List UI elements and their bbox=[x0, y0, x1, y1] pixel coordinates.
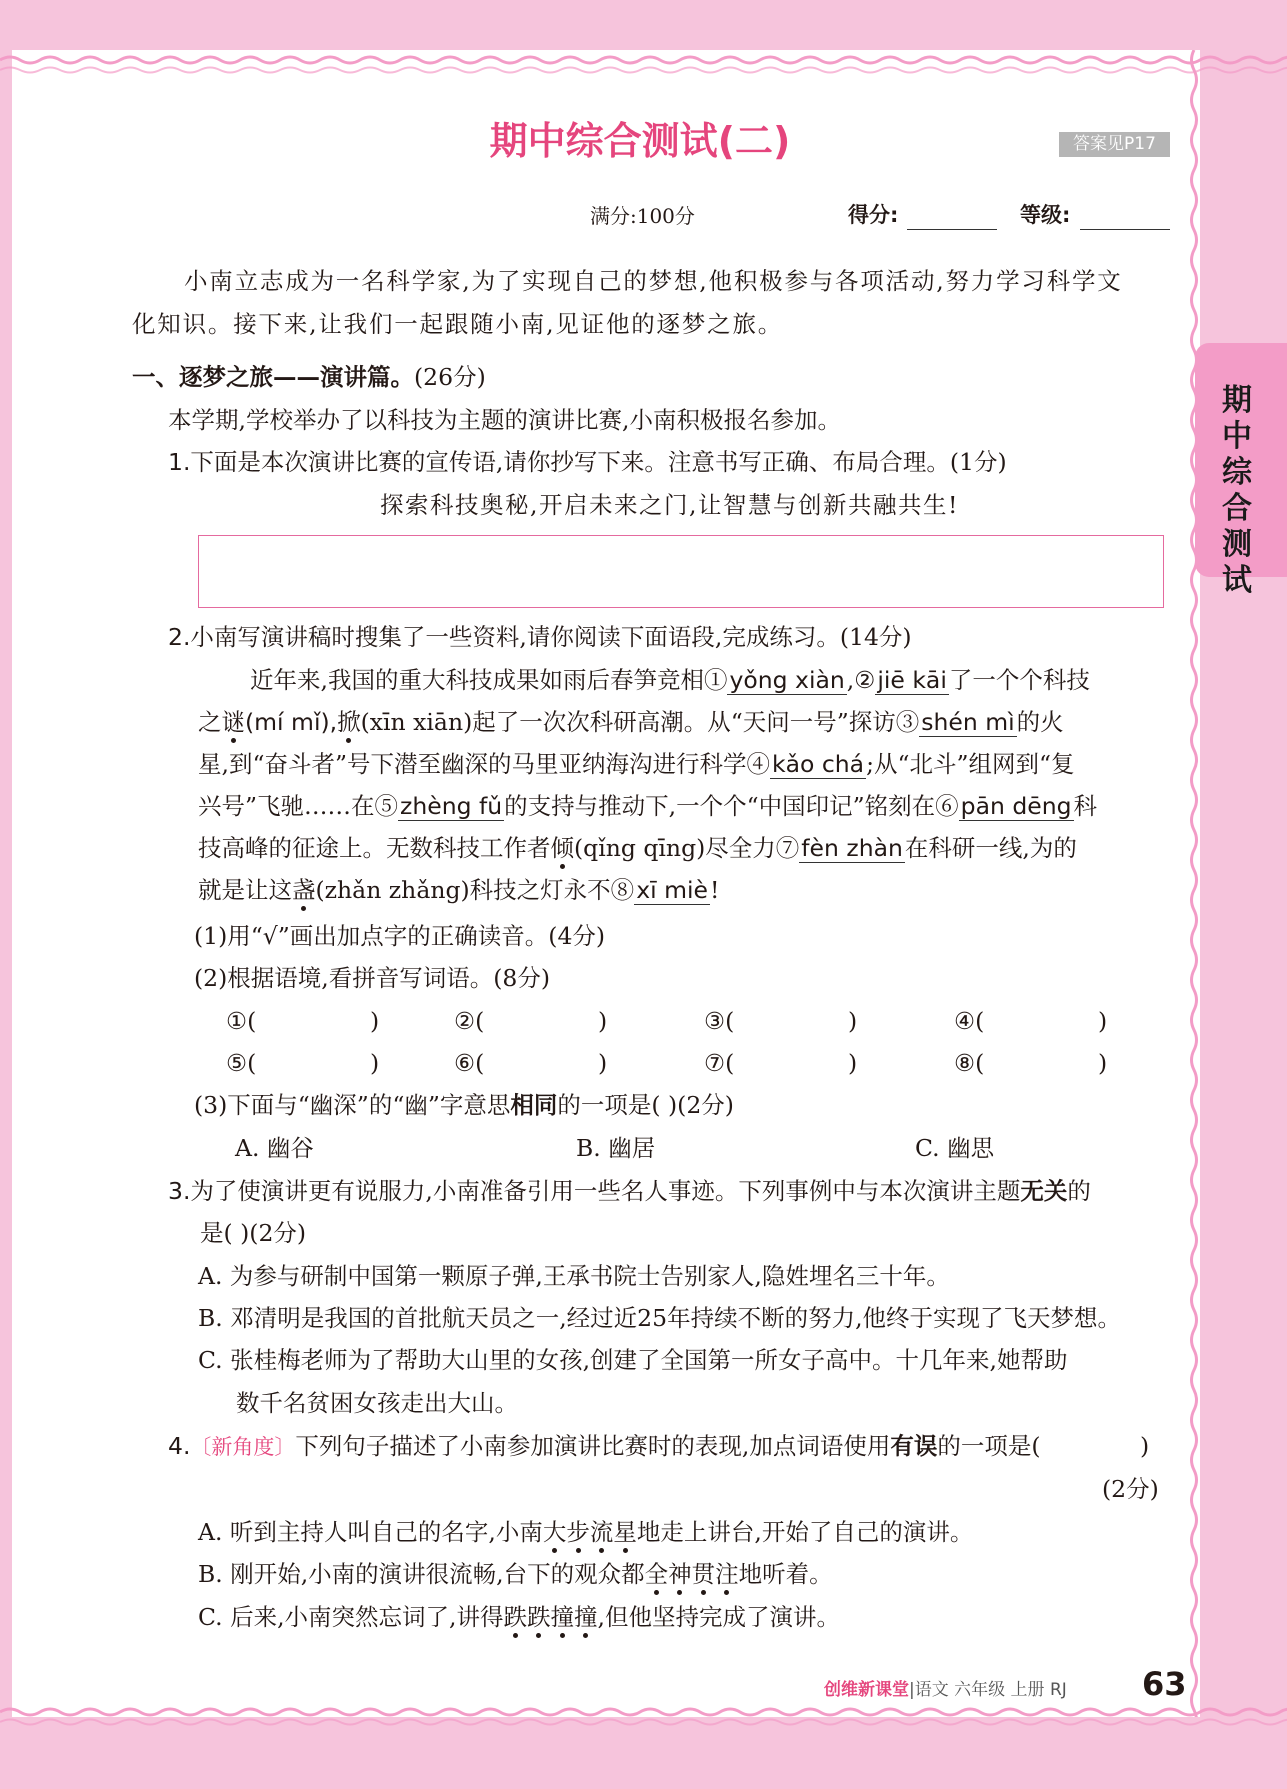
answer-blank-6-close: ) bbox=[598, 1049, 608, 1077]
q4-option-c bbox=[198, 1602, 840, 1632]
q3-text-end: 的 bbox=[1067, 1177, 1091, 1205]
answer-blank-6[interactable]: ⑥( bbox=[454, 1049, 485, 1077]
wavy-border-right bbox=[1182, 50, 1222, 1717]
answer-blank-3[interactable]: ③( bbox=[704, 1007, 735, 1035]
pinyin-blank-7: fèn zhàn bbox=[801, 834, 903, 862]
passage-text: 兴号”飞驰……在⑤ bbox=[198, 792, 399, 820]
answer-blank-1[interactable]: ①( bbox=[226, 1007, 257, 1035]
answer-blank-7-close: ) bbox=[848, 1049, 858, 1077]
score-field[interactable] bbox=[907, 200, 997, 230]
passage-text: 科 bbox=[1073, 792, 1098, 820]
q2-sub-2: (2)根据语境,看拼音写词语。(8分) bbox=[194, 964, 551, 992]
q4-text-end: 的一项是( bbox=[937, 1432, 1041, 1460]
answer-blank-5[interactable]: ⑤( bbox=[226, 1049, 257, 1077]
wavy-border-top bbox=[0, 46, 1287, 86]
q3-option-a[interactable]: A. 为参与研制中国第一颗原子弹,王承书院士告别家人,隐姓埋名三十年。 bbox=[198, 1262, 950, 1290]
option-text: ,但他坚持完成了演讲。 bbox=[597, 1603, 841, 1631]
q2-number: 2. bbox=[168, 623, 191, 651]
q2-option-b[interactable]: B. 幽居 bbox=[576, 1134, 656, 1162]
answer-blank-4[interactable]: ④( bbox=[954, 1007, 985, 1035]
q2 bbox=[168, 622, 912, 652]
passage-text: ;从“北斗”组网到“复 bbox=[866, 750, 1075, 778]
q4-text: 下列句子描述了小南参加演讲比赛时的表现,加点词语使用 bbox=[295, 1432, 891, 1460]
q2-option-c[interactable]: C. 幽思 bbox=[915, 1134, 995, 1162]
q2-sub-3-text: (3)下面与“幽深”的“幽”字意思 bbox=[194, 1091, 511, 1119]
q4-option-a bbox=[198, 1517, 973, 1547]
q4-option-b bbox=[198, 1559, 833, 1589]
passage-text: 之 bbox=[198, 708, 222, 736]
intro-line-2: 化知识。接下来,让我们一起跟随小南,见证他的逐梦之旅。 bbox=[132, 310, 784, 338]
new-angle-tag: 〔新角度〕 bbox=[190, 1435, 296, 1459]
option-text: 地听着。 bbox=[738, 1560, 833, 1588]
answer-blank-4-close: ) bbox=[1098, 1007, 1108, 1035]
q1-writing-box[interactable] bbox=[198, 535, 1164, 608]
answer-blank-3-close: ) bbox=[848, 1007, 858, 1035]
q1 bbox=[168, 447, 1007, 477]
grade-label: 等级: bbox=[1020, 203, 1071, 227]
q3-option-b[interactable]: B. 邓清明是我国的首批航天员之一,经过近25年持续不断的努力,他终于实现了飞天梦想。 bbox=[198, 1304, 1122, 1332]
dotted-phrase-a: 大步流星 bbox=[542, 1518, 637, 1546]
q3 bbox=[168, 1176, 1091, 1206]
dotted-phrase-b: 全神贯注 bbox=[644, 1560, 739, 1588]
passage-text: 的火 bbox=[1016, 708, 1064, 736]
footer-brand: 创维新课堂 bbox=[824, 1680, 909, 1700]
dotted-char-4: 盏 bbox=[292, 876, 316, 904]
section-1-heading bbox=[132, 362, 486, 392]
answer-blank-8-close: ) bbox=[1098, 1049, 1108, 1077]
q4 bbox=[168, 1431, 1041, 1462]
pinyin-blank-6: pān dēng bbox=[960, 792, 1072, 820]
answer-blank-2[interactable]: ②( bbox=[454, 1007, 485, 1035]
q4-emphasis: 有误 bbox=[890, 1432, 938, 1460]
q1-number: 1. bbox=[168, 448, 191, 476]
grade-field[interactable] bbox=[1080, 200, 1170, 230]
page-title: 期中综合测试(二) bbox=[489, 119, 791, 163]
section-1-lead: 本学期,学校举办了以科技为主题的演讲比赛,小南积极报名参加。 bbox=[168, 406, 841, 434]
answer-reference-badge: 答案见P17 bbox=[1059, 132, 1170, 157]
answer-blank-7[interactable]: ⑦( bbox=[704, 1049, 735, 1077]
q2-passage-line-5 bbox=[198, 833, 1077, 863]
footer-book-info: |语文 六年级 上册 RJ bbox=[909, 1680, 1067, 1700]
section-1-points: (26分) bbox=[414, 363, 486, 391]
option-text: 地走上讲台,开始了自己的演讲。 bbox=[636, 1518, 974, 1546]
q2-sub-3-answer[interactable]: 的一项是( )(2分) bbox=[557, 1091, 734, 1119]
pinyin-blank-2: jiē kāi bbox=[877, 666, 947, 694]
wavy-border-bottom bbox=[0, 1698, 1287, 1738]
q2-sub-3 bbox=[194, 1090, 734, 1120]
passage-text: 技高峰的征途上。无数科技工作者 bbox=[198, 834, 551, 862]
passage-text: 就是让这 bbox=[198, 876, 292, 904]
q2-sub-3-emphasis: 相同 bbox=[510, 1091, 558, 1119]
q3-emphasis: 无关 bbox=[1020, 1177, 1068, 1205]
pinyin-blank-4: kǎo chá bbox=[772, 750, 865, 778]
score-label: 得分: bbox=[848, 203, 899, 227]
q3-option-c[interactable]: C. 张桂梅老师为了帮助大山里的女孩,创建了全国第一所女子高中。十几年来,她帮助 bbox=[198, 1346, 1068, 1374]
option-text: A. 听到主持人叫自己的名字,小南 bbox=[198, 1518, 543, 1546]
passage-text: 星,到“奋斗者”号下潜至幽深的马里亚纳海沟进行科学④ bbox=[198, 750, 770, 778]
q4-points: (2分) bbox=[1102, 1475, 1159, 1503]
q3-text: 为了使演讲更有说服力,小南准备引用一些名人事迹。下列事例中与本次演讲主题 bbox=[190, 1177, 1021, 1205]
q2-text: 小南写演讲稿时搜集了一些资料,请你阅读下面语段,完成练习。(14分) bbox=[190, 623, 912, 651]
pinyin-choice-2[interactable]: (xīn xiān)起了一次次科研高潮。从“天问一号”探访③ bbox=[360, 708, 920, 736]
pinyin-blank-3: shén mì bbox=[921, 708, 1015, 736]
page-number: 63 bbox=[1142, 1665, 1187, 1703]
passage-text: ! bbox=[709, 876, 720, 904]
pinyin-choice-4[interactable]: (zhǎn zhǎng)科技之灯永不⑧ bbox=[315, 876, 635, 904]
dotted-char-2: 掀 bbox=[337, 708, 361, 736]
q2-sub-1: (1)用“√”画出加点字的正确读音。(4分) bbox=[194, 922, 606, 950]
intro-line-1: 小南立志成为一名科学家,为了实现自己的梦想,他积极参与各项活动,努力学习科学文 bbox=[184, 267, 1123, 295]
q2-option-a[interactable]: A. 幽谷 bbox=[235, 1134, 314, 1162]
answer-blank-8[interactable]: ⑧( bbox=[954, 1049, 985, 1077]
dotted-phrase-c: 跌跌撞撞 bbox=[503, 1603, 598, 1631]
q4-number: 4. bbox=[168, 1432, 191, 1460]
q3-option-c-cont: 数千名贫困女孩走出大山。 bbox=[236, 1389, 518, 1417]
pinyin-choice-3[interactable]: (qǐng qīng)尽全力⑦ bbox=[574, 834, 800, 862]
q2-passage-line-4 bbox=[198, 791, 1097, 821]
answer-blank-2-close: ) bbox=[598, 1007, 608, 1035]
passage-text: 近年来,我国的重大科技成果如雨后春笋竞相① bbox=[250, 666, 728, 694]
footer-series bbox=[824, 1672, 1067, 1705]
q3-answer-line[interactable]: 是( )(2分) bbox=[200, 1219, 307, 1247]
full-score-label: 满分:100分 bbox=[590, 204, 695, 228]
pinyin-choice-1[interactable]: (mí mǐ), bbox=[245, 708, 338, 736]
passage-text: 在科研一线,为的 bbox=[904, 834, 1077, 862]
dotted-char-1: 谜 bbox=[221, 708, 245, 736]
passage-text: 的支持与推动下,一个个“中国印记”铭刻在⑥ bbox=[504, 792, 959, 820]
q3-number: 3. bbox=[168, 1177, 191, 1205]
side-tab bbox=[1195, 343, 1287, 598]
q2-passage-line-3 bbox=[198, 749, 1075, 779]
q2-passage-line-6 bbox=[198, 875, 719, 905]
q4-answer-close[interactable]: ) bbox=[1140, 1432, 1150, 1460]
q1-text: 下面是本次演讲比赛的宣传语,请你抄写下来。注意书写正确、布局合理。(1分) bbox=[190, 448, 1007, 476]
side-tab-label: 期中综合测试 bbox=[1222, 383, 1252, 598]
answer-blank-5-close: ) bbox=[370, 1049, 380, 1077]
option-text: C. 后来,小南突然忘词了,讲得 bbox=[198, 1603, 504, 1631]
pinyin-blank-8: xī miè bbox=[636, 876, 708, 904]
answer-blank-1-close: ) bbox=[370, 1007, 380, 1035]
dotted-char-3: 倾 bbox=[550, 834, 574, 862]
passage-text: 了一个个科技 bbox=[948, 666, 1090, 694]
pinyin-blank-5: zhèng fǔ bbox=[400, 792, 503, 820]
q2-passage-line-2 bbox=[198, 707, 1064, 737]
pinyin-blank-1: yǒng xiàn bbox=[729, 666, 845, 694]
q1-slogan: 探索科技奥秘,开启未来之门,让智慧与创新共融共生! bbox=[380, 491, 959, 519]
section-1-title: 一、逐梦之旅——演讲篇。 bbox=[132, 363, 414, 391]
q2-passage-line-1 bbox=[250, 665, 1090, 695]
passage-text: ,② bbox=[846, 666, 876, 694]
option-text: B. 刚开始,小南的演讲很流畅,台下的观众都 bbox=[198, 1560, 645, 1588]
